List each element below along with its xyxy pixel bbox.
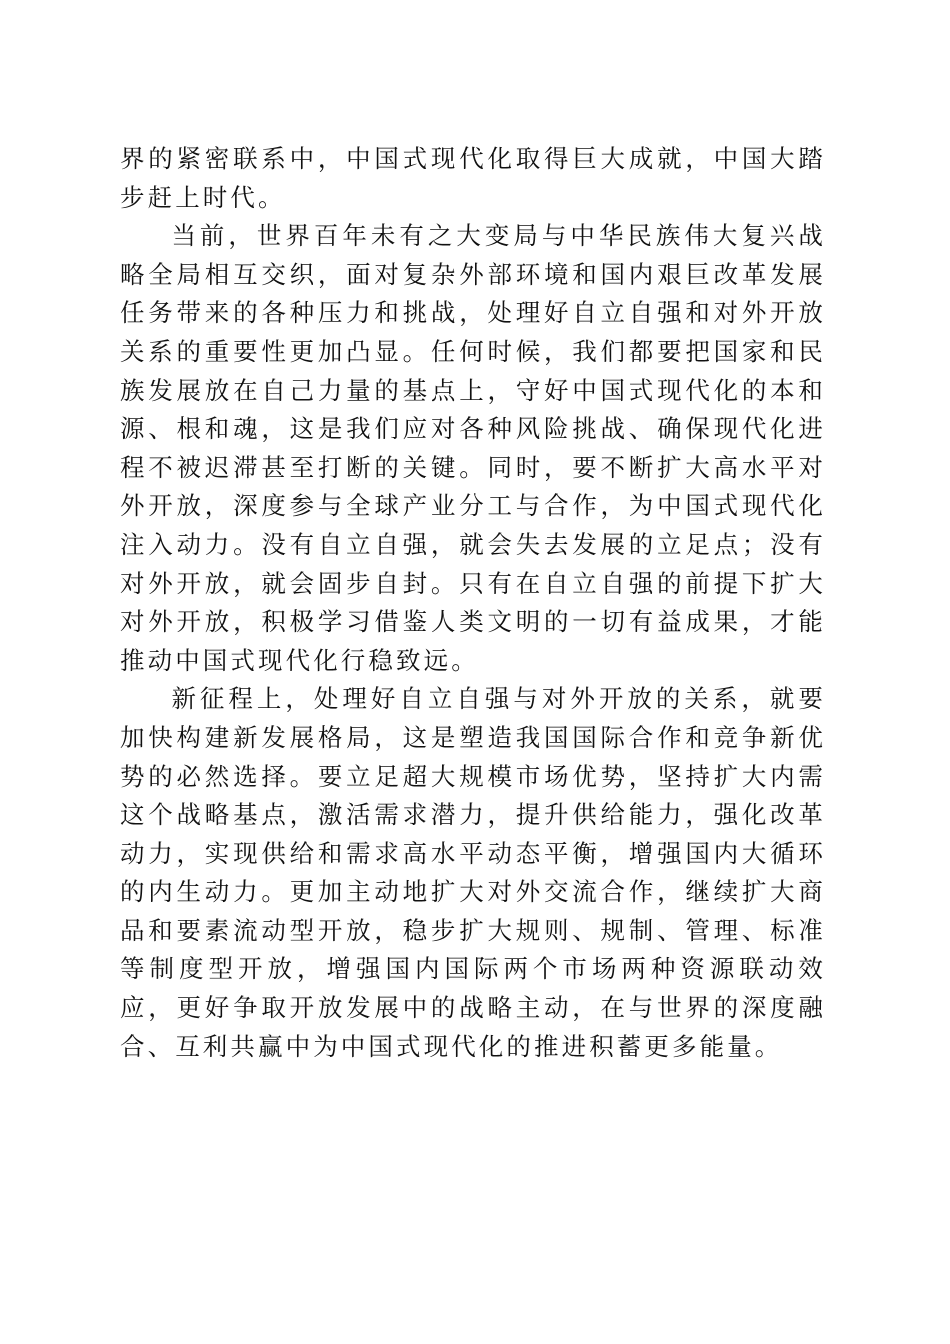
document-page — [120, 140, 826, 1066]
paragraph-2: 当前，世界百年未有之大变局与中华民族伟大复兴战略全局相互交织，面对复杂外部环境和国内艰巨改革发展任务带来的各种压力和挑战，处理好自立自强和对外开放关系的重要性更加凸显。任何时候，我们都要把国家和民族发展放在自己力量的基点上，守好中国式现代化的本和源、根和魂，这是我们应对各种风险挑战、确保现代化进程不被迟滞甚至打断的关键。同时，要不断扩大高水平对外开放，深度参与全球产业分工与合作，为中国式现代化注入动力。没有自立自强，就会失去发展的立足点；没有对外开放，就会固步自封。只有在自立自强的前提下扩大对外开放，积极学习借鉴人类文明的一切有益成果，才能推动中国式现代化行稳致远。 — [120, 221, 826, 675]
paragraph-3: 新征程上，处理好自立自强与对外开放的关系，就要加快构建新发展格局，这是塑造我国国际合作和竞争新优势的必然选择。要立足超大规模市场优势，坚持扩大内需这个战略基点，激活需求潜力，提升供给能力，强化改革动力，实现供给和需求高水平动态平衡，增强国内大循环的内生动力。更加主动地扩大对外交流合作，继续扩大商品和要素流动型开放，稳步扩大规则、规制、管理、标准等制度型开放，增强国内国际两个市场两种资源联动效应，更好争取开放发展中的战略主动，在与世界的深度融合、互利共赢中为中国式现代化的推进积蓄更多能量。 — [120, 684, 826, 1061]
paragraph-1: 界的紧密联系中，中国式现代化取得巨大成就，中国大踏步赶上时代。 — [120, 144, 826, 212]
